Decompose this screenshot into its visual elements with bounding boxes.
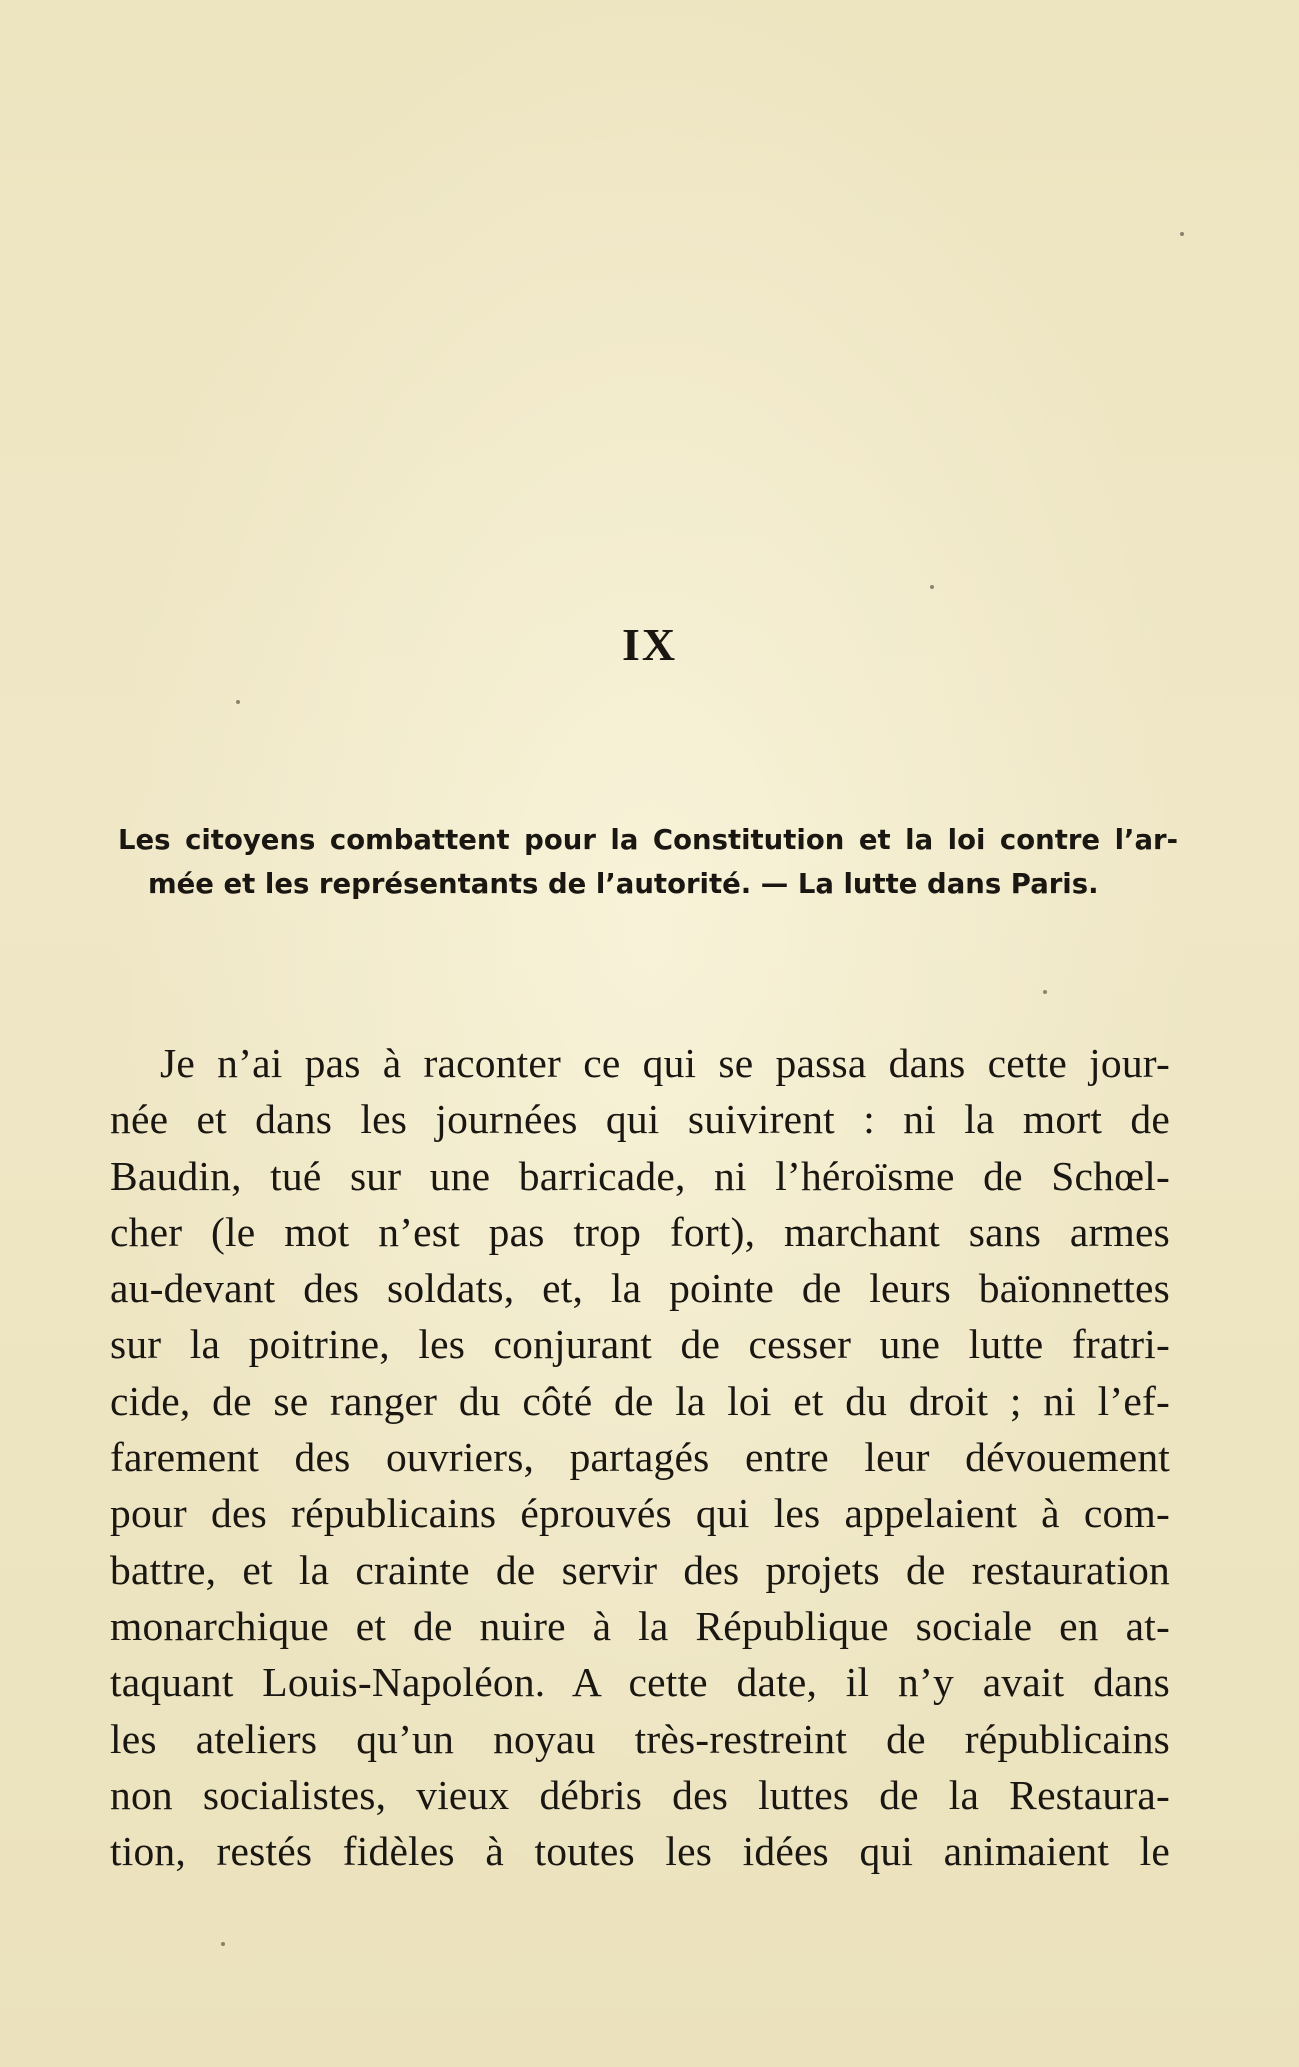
body-line: sur la poitrine, les conjurant de cesser une lutte fratri- bbox=[110, 1321, 1170, 1368]
body-line: au-devant des soldats, et, la pointe de leurs baïonnettes bbox=[110, 1265, 1170, 1312]
paper-speck bbox=[221, 1942, 225, 1946]
chapter-number: IX bbox=[621, 619, 678, 670]
body-line: cher (le mot n’est pas trop fort), marchant sans armes bbox=[110, 1208, 1170, 1255]
body-paragraph bbox=[110, 1035, 1170, 1879]
body-line: tion, restés fidèles à toutes les idées qui animaient le bbox=[110, 1828, 1170, 1875]
paper-speck bbox=[236, 700, 240, 704]
body-line: non socialistes, vieux débris des luttes de la Restaura- bbox=[110, 1771, 1170, 1818]
paper-speck bbox=[1180, 232, 1184, 236]
body-line: les ateliers qu’un noyau très-restreint de républicains bbox=[110, 1715, 1170, 1762]
body-line: monarchique et de nuire à la République sociale en at- bbox=[110, 1602, 1170, 1649]
body-line: farement des ouvriers, partagés entre leur dévouement bbox=[110, 1434, 1170, 1481]
chapter-summary bbox=[118, 818, 1178, 906]
body-line: Je n’ai pas à raconter ce qui se passa dans cette jour- bbox=[160, 1040, 1170, 1086]
paper-speck bbox=[1043, 990, 1047, 994]
body-line: battre, et la crainte de servir des projets de restauration bbox=[110, 1546, 1170, 1593]
summary-line: mée et les représentants de l’autorité. — La lutte dans Paris. bbox=[148, 868, 1099, 900]
body-line: née et dans les journées qui suivirent : ni la mort de bbox=[110, 1096, 1170, 1143]
body-line: Baudin, tué sur une barricade, ni l’héroïsme de Schœl- bbox=[110, 1152, 1170, 1199]
paper-speck bbox=[930, 585, 934, 589]
summary-line: Les citoyens combattent pour la Constitution et la loi contre l’ar- bbox=[118, 824, 1178, 856]
body-line: taquant Louis-Napoléon. A cette date, il n’y avait dans bbox=[110, 1659, 1170, 1706]
body-line: pour des républicains éprouvés qui les appelaient à com- bbox=[110, 1490, 1170, 1537]
body-line: cide, de se ranger du côté de la loi et du droit ; ni l’ef- bbox=[110, 1377, 1170, 1424]
